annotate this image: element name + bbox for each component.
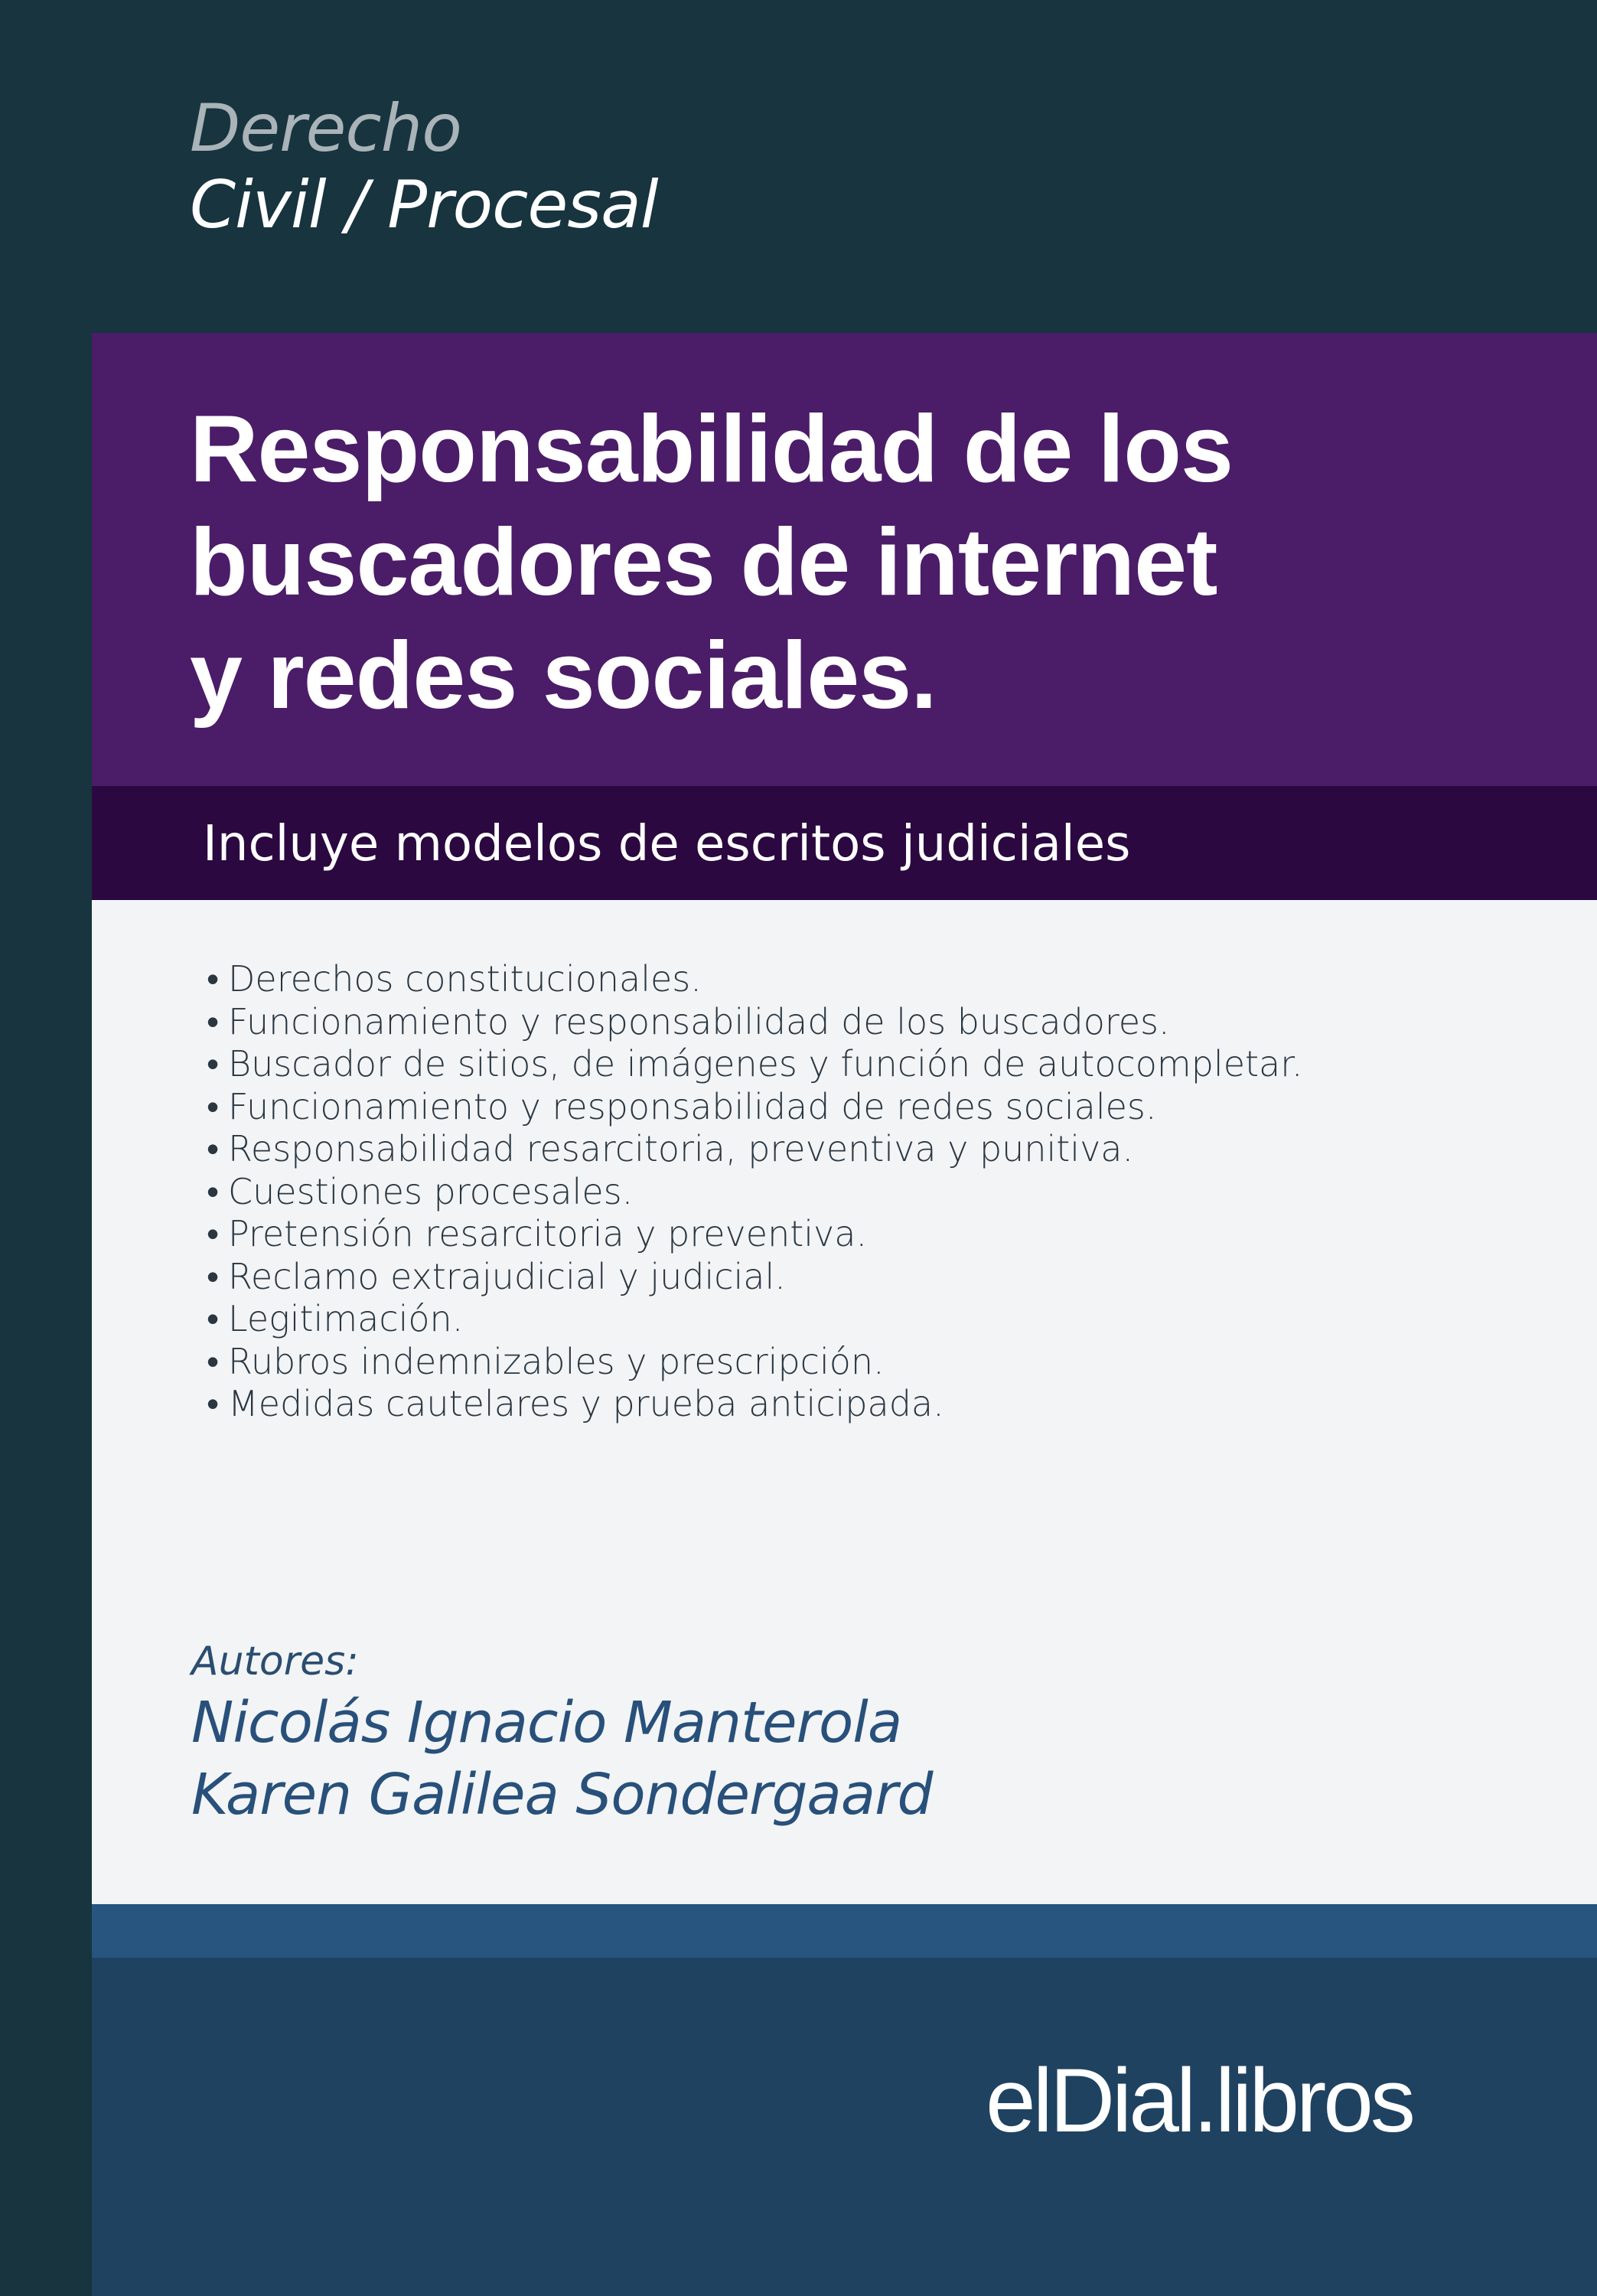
- book-title: [190, 393, 1567, 732]
- topic-item: • Derechos constitucionales.: [207, 958, 702, 1000]
- authors-label: Autores:: [191, 1639, 359, 1684]
- topic-item: • Funcionamiento y responsabilidad de redes sociales.: [207, 1085, 1157, 1127]
- book-title-line-1: Responsabilidad de los: [190, 396, 1233, 502]
- publisher-logo: elDial.libros: [986, 2050, 1413, 2151]
- authors-block: [191, 1636, 933, 1831]
- subtitle-band: [92, 786, 1597, 900]
- bullet-icon: •: [207, 1255, 220, 1297]
- bullet-icon: •: [207, 1085, 220, 1127]
- divider-stripe: [92, 1904, 1597, 1958]
- topic-item: • Cuestiones procesales.: [207, 1170, 634, 1212]
- author-name-1: Nicolás Ignacio Manterola: [191, 1690, 902, 1756]
- content-panel: [92, 900, 1597, 1904]
- book-subtitle: Incluye modelos de escritos judiciales: [203, 816, 1131, 872]
- publisher-panel: [92, 1958, 1597, 2296]
- book-title-line-3: y redes sociales.: [190, 623, 937, 729]
- topics-list: [207, 958, 1303, 1426]
- topic-item: • Funcionamiento y responsabilidad de los buscadores.: [207, 1000, 1170, 1042]
- category-heading: [190, 90, 1108, 243]
- bullet-icon: •: [207, 958, 220, 1000]
- book-title-line-2: buscadores de internet: [190, 510, 1217, 615]
- topic-item: • Medidas cautelares y prueba anticipada.: [207, 1383, 944, 1424]
- topic-item: • Legitimación.: [207, 1298, 464, 1339]
- bullet-icon: •: [207, 1043, 220, 1084]
- topic-item: • Responsabilidad resarcitoria, preventiva y punitiva.: [207, 1128, 1134, 1169]
- bullet-icon: •: [207, 1340, 220, 1382]
- category-line-1: Derecho: [190, 90, 461, 167]
- topic-item: • Buscador de sitios, de imágenes y función de autocompletar.: [207, 1043, 1303, 1084]
- bullet-icon: •: [207, 1000, 220, 1042]
- bullet-icon: •: [207, 1383, 220, 1424]
- author-name-2: Karen Galilea Sondergaard: [191, 1762, 933, 1828]
- topic-item: • Rubros indemnizables y prescripción.: [207, 1340, 885, 1382]
- bullet-icon: •: [207, 1213, 220, 1254]
- topic-item: • Reclamo extrajudicial y judicial.: [207, 1255, 786, 1297]
- category-line-2: Civil / Procesal: [190, 167, 658, 243]
- bullet-icon: •: [207, 1128, 220, 1169]
- title-band: [92, 333, 1597, 786]
- bullet-icon: •: [207, 1170, 220, 1212]
- topic-item: • Pretensión resarcitoria y preventiva.: [207, 1213, 868, 1254]
- bullet-icon: •: [207, 1298, 220, 1339]
